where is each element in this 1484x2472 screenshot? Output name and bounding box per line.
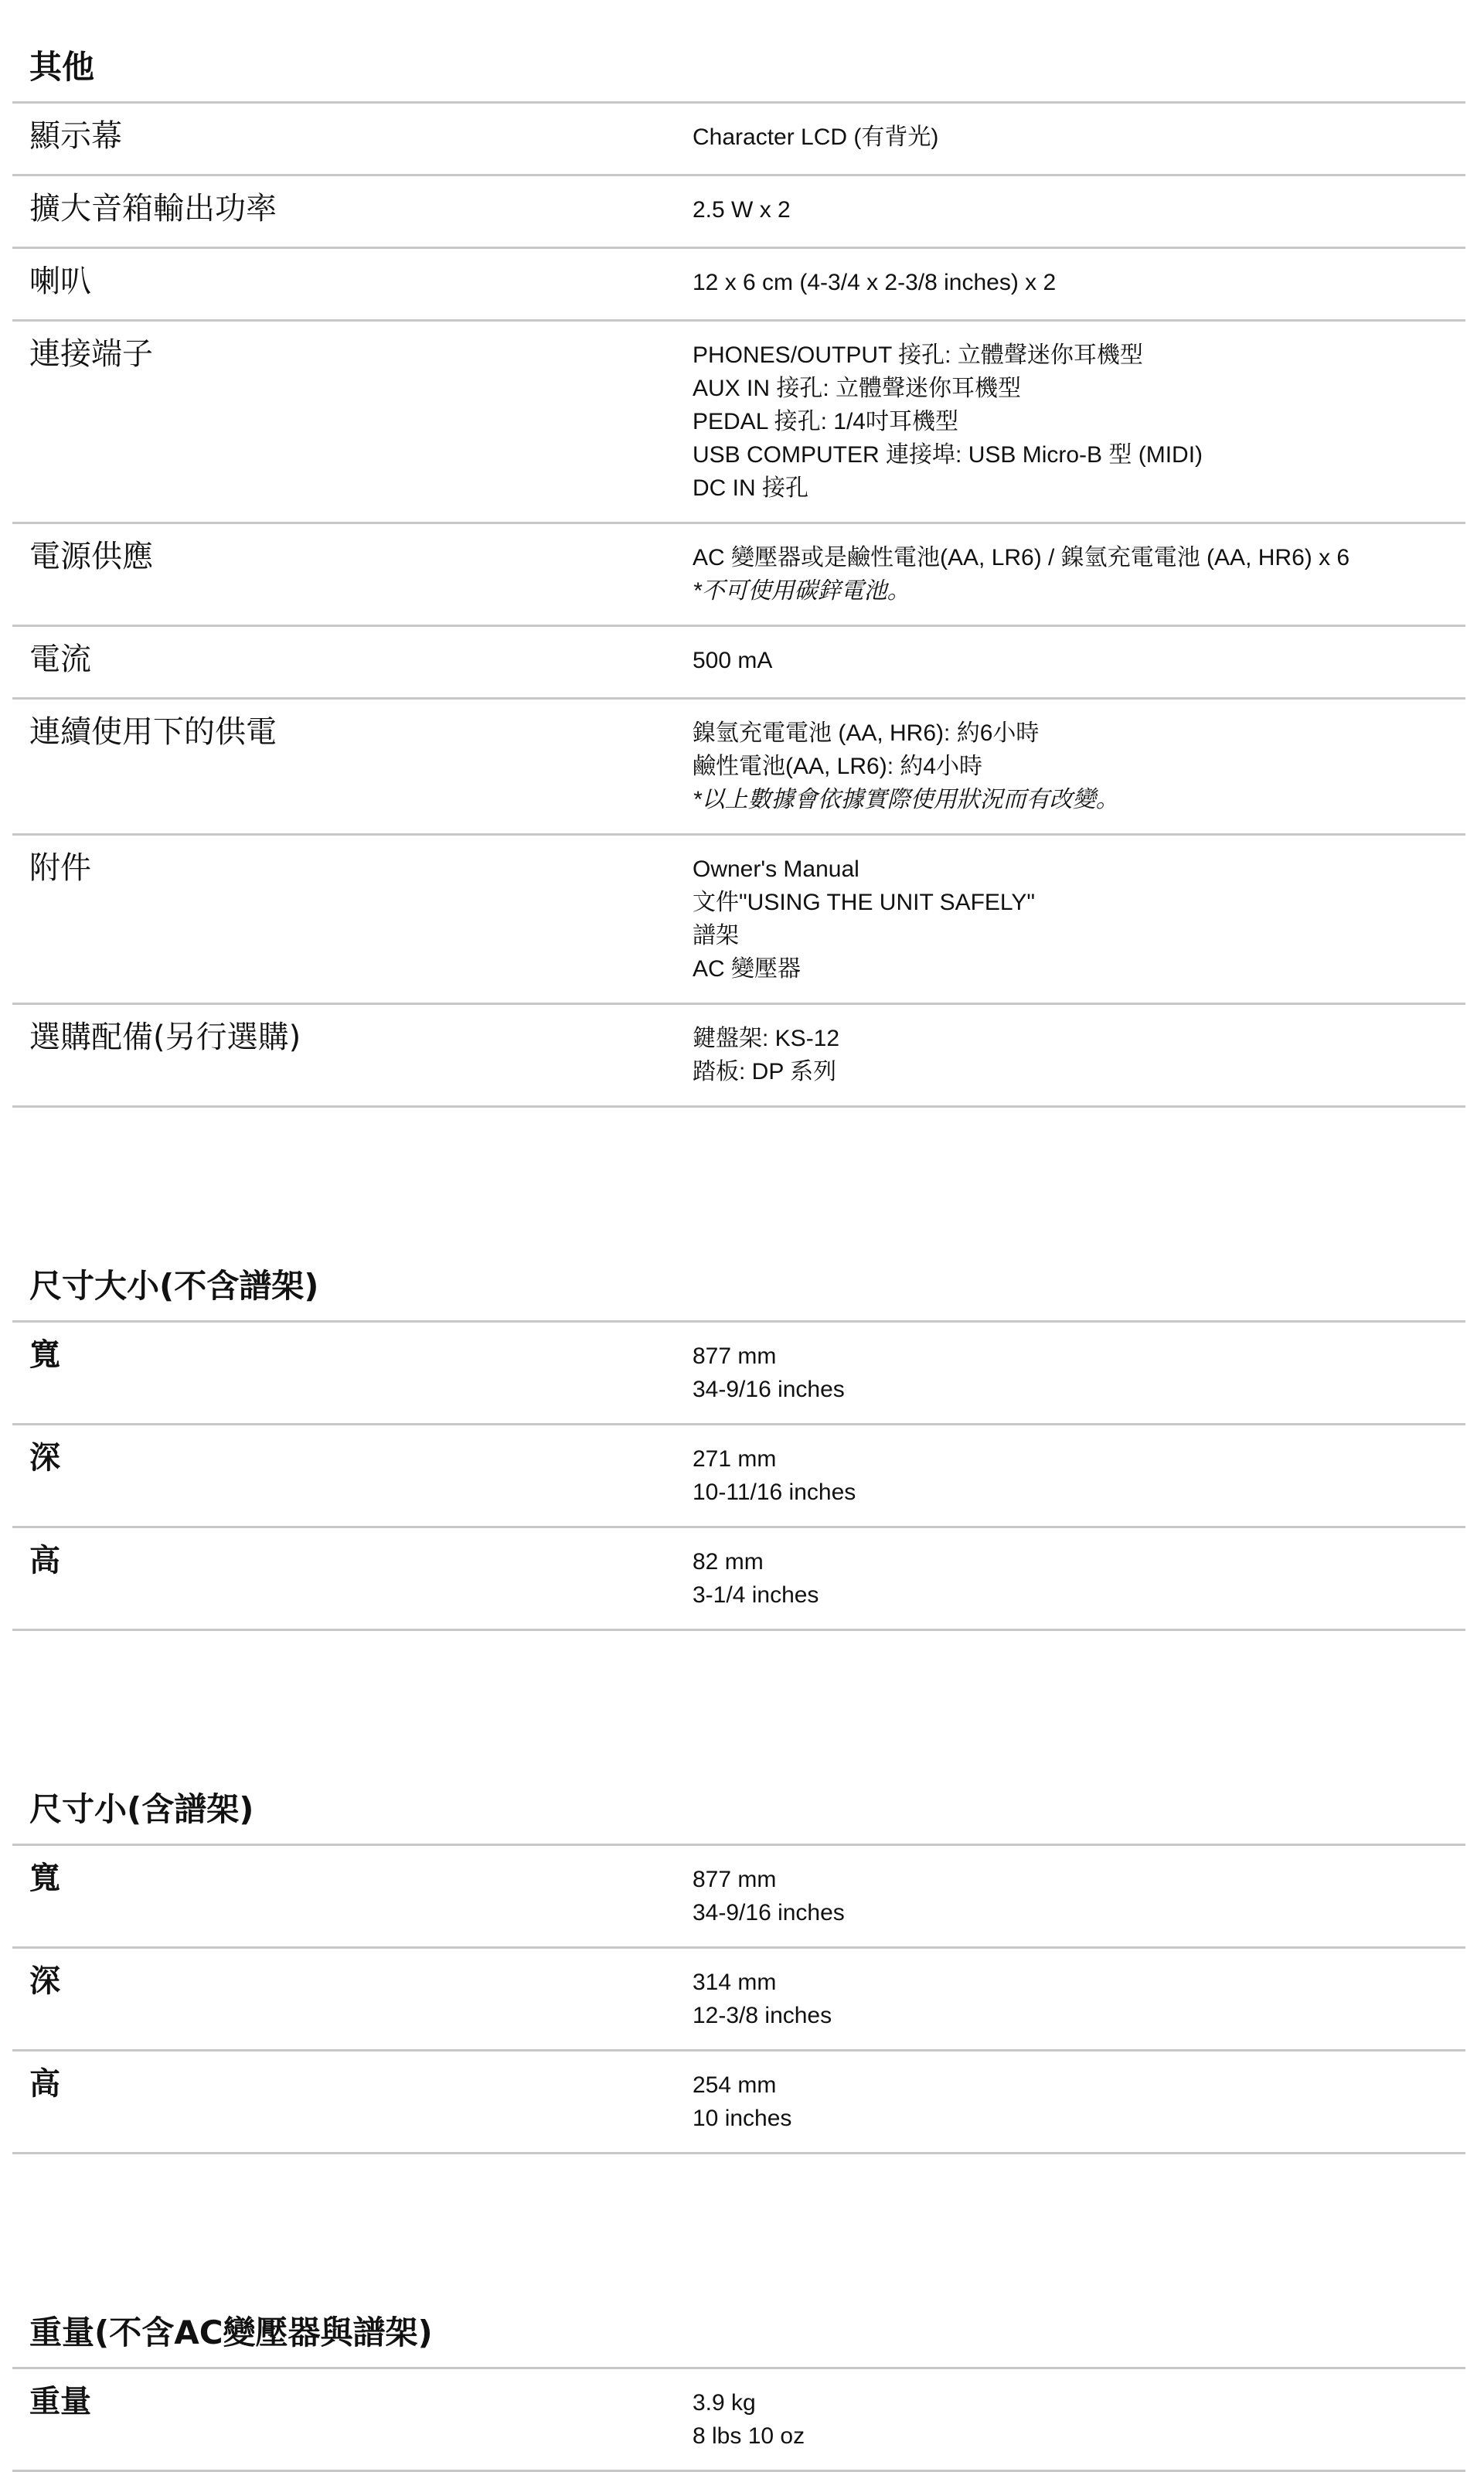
section-title: 其他 <box>12 45 1465 104</box>
spec-value-line: USB COMPUTER 連接埠: USB Micro-B 型 (MIDI) <box>693 442 1203 468</box>
spec-row <box>12 249 1465 322</box>
section-title: 尺寸大小(不含譜架) <box>12 1264 1465 1323</box>
spec-label: 重量 <box>29 2384 91 2419</box>
spec-value <box>693 1846 1465 1946</box>
spec-value-line: PHONES/OUTPUT 接孔: 立體聲迷你耳機型 <box>693 342 1143 368</box>
spec-value-line: 2.5 W x 2 <box>693 197 791 223</box>
spec-value <box>693 1949 1465 2049</box>
spec-value-line: 3-1/4 inches <box>693 1582 819 1608</box>
spec-value <box>693 524 1465 625</box>
spec-value-line: AUX IN 接孔: 立體聲迷你耳機型 <box>693 376 1022 401</box>
spec-value <box>693 1005 1465 1105</box>
spec-value-line: 271 mm <box>693 1446 777 1472</box>
spec-row <box>12 1528 1465 1631</box>
spec-value <box>693 1425 1465 1526</box>
spec-value-line: Character LCD (有背光) <box>693 124 939 150</box>
spec-section <box>12 2310 1465 2472</box>
spec-value-line: 34-9/16 inches <box>693 1377 845 1402</box>
spec-value-line: 鎳氫充電電池 (AA, HR6): 約6小時 <box>693 720 1040 746</box>
spec-section <box>12 45 1465 1108</box>
spec-value <box>693 249 1465 319</box>
spec-row <box>12 176 1465 249</box>
spec-label: 高 <box>29 2066 60 2102</box>
spec-value-line: 500 mA <box>693 648 773 673</box>
spec-value-line: 踏板: DP 系列 <box>693 1059 837 1084</box>
spec-value-line: 314 mm <box>693 1970 777 1995</box>
spec-value <box>693 1528 1465 1629</box>
spec-value <box>693 2369 1465 2470</box>
spec-row <box>12 1949 1465 2051</box>
spec-section <box>12 1264 1465 1631</box>
spec-row <box>12 1005 1465 1108</box>
spec-row <box>12 2369 1465 2472</box>
spec-label: 寬 <box>29 1337 60 1373</box>
spec-section <box>12 1787 1465 2154</box>
spec-label: 顯示幕 <box>29 118 122 154</box>
spec-row <box>12 322 1465 524</box>
spec-sheet <box>12 45 1465 2472</box>
spec-row <box>12 2051 1465 2154</box>
spec-row <box>12 524 1465 627</box>
section-title: 重量(不含AC變壓器與譜架) <box>12 2310 1465 2369</box>
spec-row <box>12 700 1465 836</box>
spec-value-line: 82 mm <box>693 1549 764 1575</box>
spec-value <box>693 1323 1465 1423</box>
spec-label: 選購配備(另行選購) <box>29 1020 301 1055</box>
spec-label: 電源供應 <box>29 539 153 574</box>
spec-value-line: 12 x 6 cm (4-3/4 x 2-3/8 inches) x 2 <box>693 270 1057 295</box>
spec-value <box>693 2051 1465 2152</box>
spec-row <box>12 1425 1465 1528</box>
spec-value-line: 34-9/16 inches <box>693 1900 845 1926</box>
spec-value-line: AC 變壓器 <box>693 956 802 982</box>
spec-row <box>12 1846 1465 1949</box>
section-title: 尺寸小(含譜架) <box>12 1787 1465 1846</box>
spec-row <box>12 1323 1465 1425</box>
spec-value <box>693 322 1465 522</box>
spec-value-line: PEDAL 接孔: 1/4吋耳機型 <box>693 409 958 434</box>
spec-value <box>693 627 1465 697</box>
spec-value-line: 鹼性電池(AA, LR6): 約4小時 <box>693 754 983 779</box>
spec-value-line: 8 lbs 10 oz <box>693 2423 805 2449</box>
spec-value-line: 877 mm <box>693 1867 777 1892</box>
spec-label: 擴大音箱輸出功率 <box>29 191 277 226</box>
spec-value-line: 譜架 <box>693 923 739 948</box>
spec-value <box>693 700 1465 833</box>
spec-value-line: 3.9 kg <box>693 2390 756 2416</box>
spec-label: 連接端子 <box>29 336 153 372</box>
spec-value-line: 254 mm <box>693 2072 777 2098</box>
spec-value <box>693 176 1465 247</box>
spec-value <box>693 836 1465 1003</box>
spec-row <box>12 104 1465 176</box>
spec-label: 電流 <box>29 642 91 677</box>
spec-label: 附件 <box>29 850 91 886</box>
spec-value-line: 10-11/16 inches <box>693 1479 856 1505</box>
spec-value-line: Owner's Manual <box>693 856 859 882</box>
spec-label: 喇叭 <box>29 264 91 299</box>
spec-row <box>12 836 1465 1005</box>
spec-row <box>12 627 1465 700</box>
spec-value-line: 12-3/8 inches <box>693 2003 832 2028</box>
spec-note: *不可使用碳鋅電池。 <box>693 578 910 604</box>
spec-value-line: DC IN 接孔 <box>693 475 808 501</box>
spec-value-line: 文件"USING THE UNIT SAFELY" <box>693 890 1036 915</box>
spec-value-line: 10 inches <box>693 2106 792 2131</box>
spec-label: 連續使用下的供電 <box>29 714 277 750</box>
spec-value-line: 877 mm <box>693 1343 777 1369</box>
spec-label: 寬 <box>29 1861 60 1896</box>
spec-label: 深 <box>29 1963 60 1999</box>
spec-value-line: 鍵盤架: KS-12 <box>693 1026 840 1051</box>
spec-value <box>693 104 1465 174</box>
spec-label: 高 <box>29 1543 60 1578</box>
spec-label: 深 <box>29 1440 60 1476</box>
spec-value-line: AC 變壓器或是鹼性電池(AA, LR6) / 鎳氫充電電池 (AA, HR6) x 6 <box>693 545 1350 570</box>
spec-note: *以上數據會依據實際使用狀況而有改變。 <box>693 787 1119 812</box>
